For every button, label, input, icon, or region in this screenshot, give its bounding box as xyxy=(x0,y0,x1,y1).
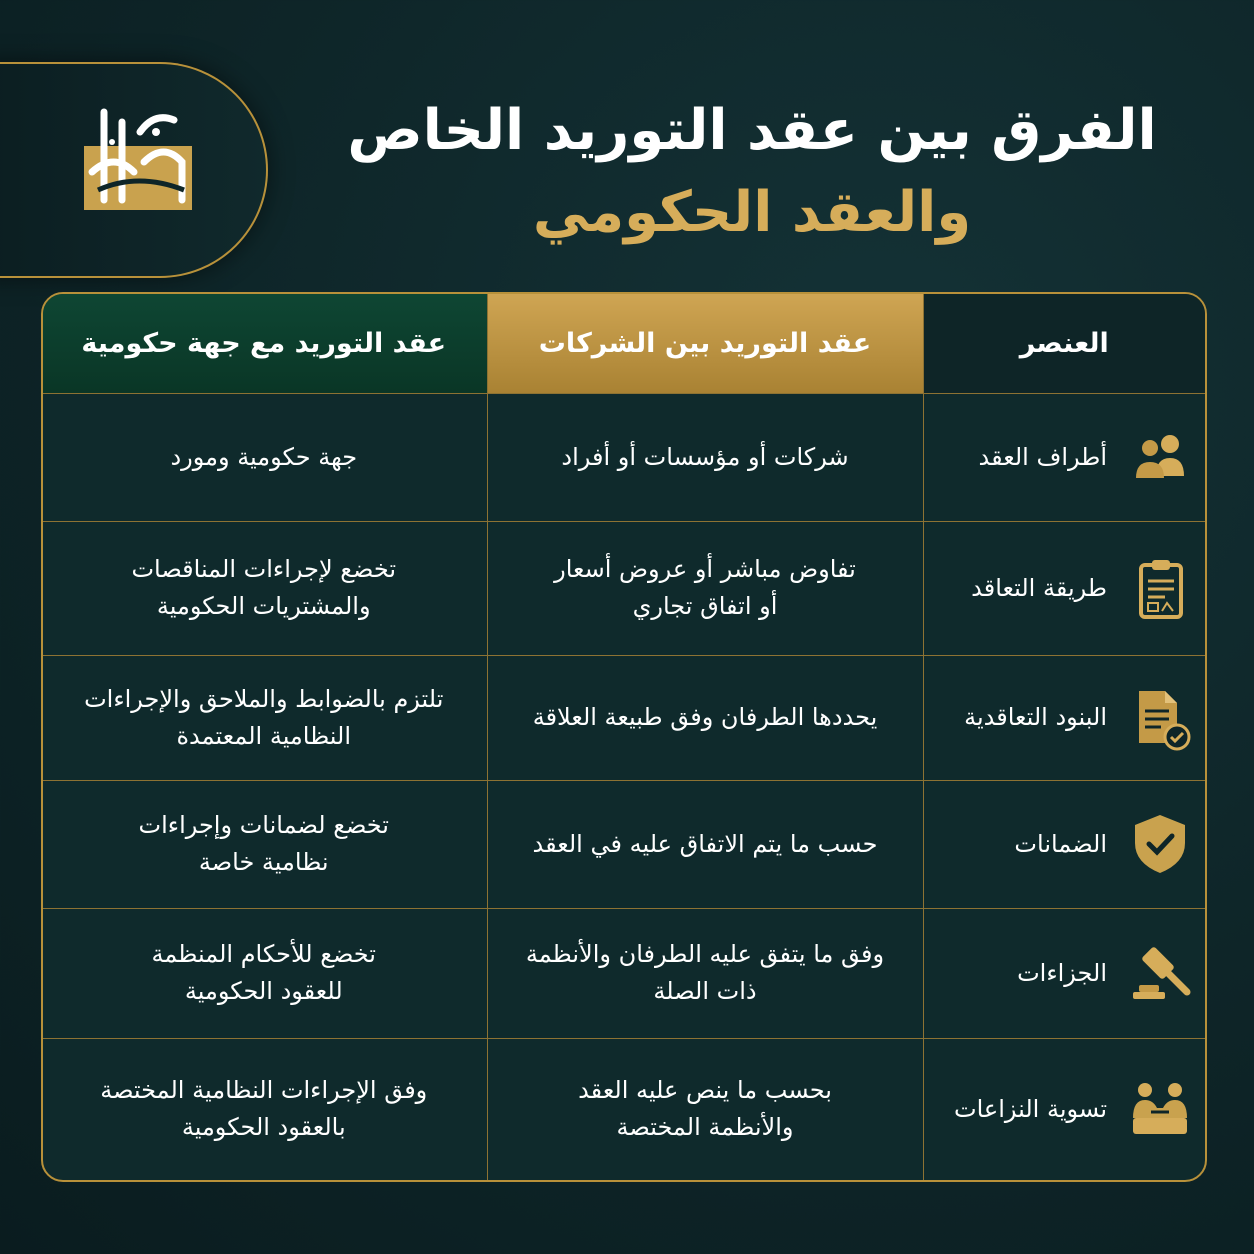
cell-text: يحددها الطرفان وفق طبيعة العلاقة xyxy=(532,703,878,731)
private-cell xyxy=(487,655,923,780)
cell-text: تخضع لضمانات وإجراءات xyxy=(138,811,389,839)
header-private-contract: عقد التوريد بين الشركات xyxy=(487,294,923,393)
element-label: البنود التعاقدية xyxy=(964,703,1107,731)
private-cell xyxy=(487,780,923,908)
page-title xyxy=(290,92,1214,256)
cell-text: بالعقود الحكومية xyxy=(181,1113,346,1142)
table-row xyxy=(41,655,1205,780)
table-row xyxy=(41,780,1205,908)
cell-text: تخضع للأحكام المنظمة xyxy=(151,940,376,968)
private-cell xyxy=(487,908,923,1038)
title-line-1: الفرق بين عقد التوريد الخاص xyxy=(347,98,1157,163)
table-row xyxy=(41,521,1205,655)
table-header-row xyxy=(41,294,1205,393)
handshake-icon xyxy=(1125,1074,1195,1144)
clipboard-icon xyxy=(1125,553,1195,623)
document-check-icon xyxy=(1125,683,1195,753)
government-cell xyxy=(41,908,487,1038)
government-cell xyxy=(41,1038,487,1180)
cell-text: نظامية خاصة xyxy=(198,848,329,876)
people-icon xyxy=(1125,422,1195,492)
government-cell xyxy=(41,655,487,780)
cell-text: تفاوض مباشر أو عروض أسعار xyxy=(554,555,856,583)
header-government-contract: عقد التوريد مع جهة حكومية xyxy=(41,294,487,393)
element-cell xyxy=(923,521,1205,655)
cell-text: بحسب ما ينص عليه العقد xyxy=(578,1076,832,1105)
cell-text: شركات أو مؤسسات أو أفراد xyxy=(561,442,849,471)
shield-check-icon xyxy=(1125,809,1195,879)
cell-text: وفق ما يتفق عليه الطرفان والأنظمة xyxy=(525,940,885,968)
table-row xyxy=(41,908,1205,1038)
comparison-table xyxy=(41,292,1207,1182)
private-cell xyxy=(487,521,923,655)
title-line-2: والعقد الحكومي xyxy=(532,180,972,245)
element-cell xyxy=(923,908,1205,1038)
element-cell xyxy=(923,655,1205,780)
element-label: أطراف العقد xyxy=(978,442,1107,471)
element-cell xyxy=(923,1038,1205,1180)
cell-text: جهة حكومية ومورد xyxy=(170,442,358,471)
table-row xyxy=(41,393,1205,521)
cell-text: تلتزم بالضوابط والملاحق والإجراءات xyxy=(84,684,444,713)
government-cell xyxy=(41,780,487,908)
cell-text: والأنظمة المختصة xyxy=(616,1113,794,1142)
cell-text: ذات الصلة xyxy=(653,977,757,1005)
gavel-icon xyxy=(1125,938,1195,1008)
cell-text: حسب ما يتم الاتفاق عليه في العقد xyxy=(532,829,878,858)
government-cell xyxy=(41,521,487,655)
element-cell xyxy=(923,780,1205,908)
element-label: طريقة التعاقد xyxy=(971,573,1107,602)
private-cell xyxy=(487,1038,923,1180)
cell-text: تخضع لإجراءات المناقصات xyxy=(131,555,397,583)
element-label: الضمانات xyxy=(1014,829,1107,858)
header-element: العنصر xyxy=(923,294,1205,393)
private-cell xyxy=(487,393,923,521)
cell-text: وفق الإجراءات النظامية المختصة xyxy=(100,1076,428,1105)
calligraphy-logo-icon xyxy=(84,102,192,210)
element-label: الجزاءات xyxy=(1017,958,1107,987)
table-row xyxy=(41,1038,1205,1180)
element-label: تسوية النزاعات xyxy=(953,1094,1107,1123)
cell-text: أو اتفاق تجاري xyxy=(632,592,778,620)
cell-text: والمشتريات الحكومية xyxy=(156,592,371,620)
element-cell xyxy=(923,393,1205,521)
cell-text: للعقود الحكومية xyxy=(184,977,343,1005)
cell-text: النظامية المعتمدة xyxy=(176,721,352,750)
government-cell xyxy=(41,393,487,521)
